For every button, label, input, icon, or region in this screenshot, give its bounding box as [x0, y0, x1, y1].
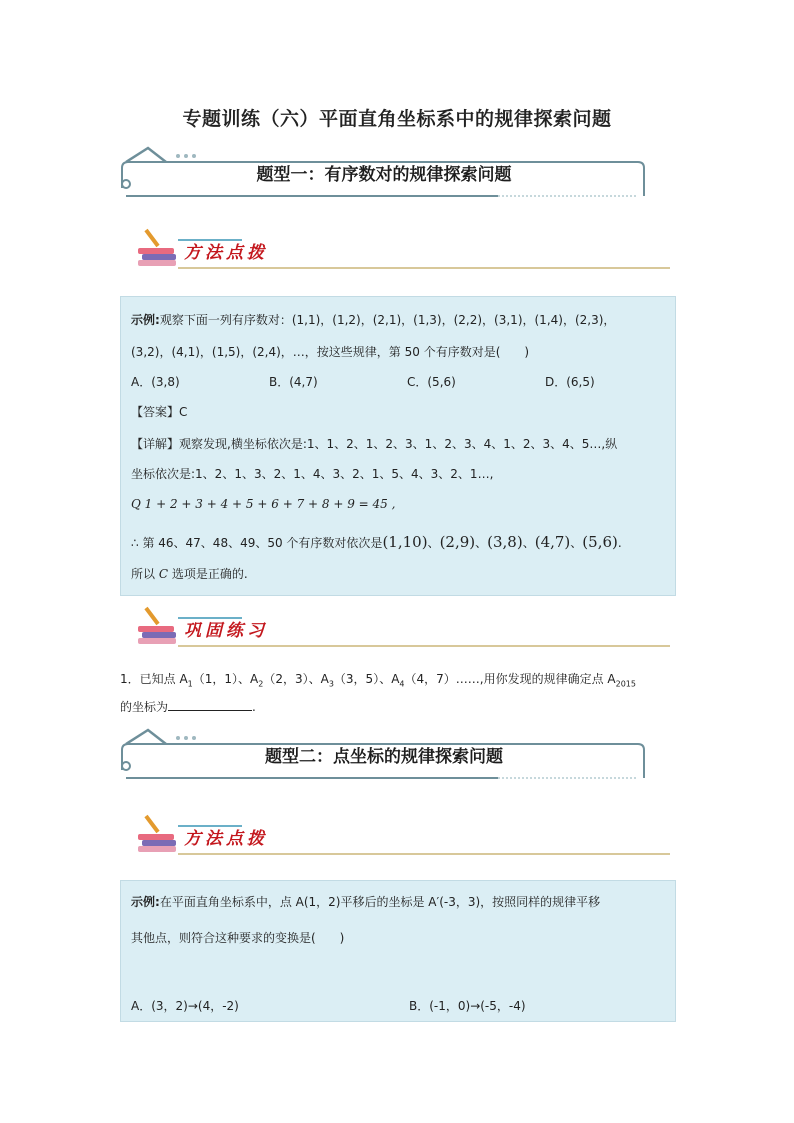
section-header-1 — [118, 146, 650, 204]
example-box-1 — [120, 296, 676, 596]
practice-banner — [132, 604, 670, 648]
option-c: C．(5,6) — [407, 375, 456, 389]
example-1-line-1 — [131, 311, 615, 328]
detail-text-1: 观察发现,横坐标依次是:1、1、2、1、2、3、1、2、3、4、1、2、3、4、5…,纵 — [179, 437, 618, 451]
detail-line-2: 坐标依次是:1、2、1、3、2、1、4、3、2、1、5、4、3、2、1…, — [131, 467, 494, 481]
detail-line-4: ∴ 第 46、47、48、49、50 个有序数对依次是(1,10)、(2,9)、(3,8)、(4,7)、(5,6). — [131, 533, 622, 551]
answer-blank[interactable] — [168, 699, 252, 711]
sub-2: 2 — [258, 679, 264, 689]
sub-4: 4 — [399, 679, 405, 689]
option-a: A．(3,8) — [131, 375, 180, 389]
pair-4: (4,7) — [534, 533, 571, 551]
section-title-2: 题型二：点坐标的规律探索问题 — [265, 747, 503, 767]
option-d: D．(6,5) — [545, 375, 595, 389]
section-title-1: 题型一：有序数对的规律探索问题 — [256, 165, 512, 185]
section-header-2 — [118, 728, 650, 786]
example-text: 观察下面一列有序数对：(1,1)，(1,2)，(2,1)，(1,3)，(2,2)，(3,1)，(1,4)，(2,3)， — [159, 313, 616, 327]
detail-line-1 — [131, 435, 617, 452]
detail-line-3: Q 1 + 2 + 3 + 4 + 5 + 6 + 7 + 8 + 9 = 45 , — [131, 497, 396, 511]
example-2-line-1 — [131, 893, 600, 910]
pair-3: (3,8) — [487, 533, 523, 551]
example-box-2 — [120, 880, 676, 1022]
example-1-line-2: (3,2)，(4,1)，(1,5)，(2,4)，…，按这些规律，第 50 个有序数对是( ) — [131, 345, 530, 359]
q-mid-2: （2，3）、A — [263, 672, 329, 686]
answer-value: C — [179, 405, 188, 419]
pair-2: (2,9) — [439, 533, 476, 551]
method-banner-text-2: 方法点拨 — [184, 829, 268, 849]
sub-3: 3 — [328, 679, 334, 689]
detail-label: 【详解】 — [131, 437, 180, 451]
q-prefix: 1．已知点 A — [120, 672, 188, 686]
pair-1: (1,10) — [382, 533, 428, 551]
q-mid-1: （1，1）、A — [192, 672, 259, 686]
detail-5-c: C — [158, 567, 169, 581]
answer-line — [131, 403, 187, 420]
detail-5-a: 所以 — [131, 567, 159, 581]
answer-label: 【答案】 — [131, 405, 180, 419]
page-title: 专题训练（六）平面直角坐标系中的规律探索问题 — [182, 108, 612, 130]
example-label: 示例: — [131, 313, 160, 327]
q-mid-3: （3，5）、A — [333, 672, 400, 686]
sub-1: 1 — [187, 679, 193, 689]
method-banner-1 — [132, 226, 670, 270]
practice-question-line-1 — [120, 670, 636, 688]
method-banner-2 — [132, 812, 670, 856]
practice-question-line-2: 的坐标为 . — [120, 700, 256, 714]
q-line-2: 的坐标为 — [120, 700, 169, 714]
q-mid-4: （4，7）……,用你发现的规律确定点 A — [404, 672, 616, 686]
example-2-option-a: A．(3，2)→(4，-2) — [131, 999, 239, 1013]
example-2-option-b: B．(-1，0)→(-5，-4) — [409, 999, 526, 1013]
detail-line-5 — [131, 565, 248, 582]
example-2-label: 示例: — [131, 895, 160, 909]
example-2-text: 在平面直角坐标系中，点 A(1，2)平移后的坐标是 A′(-3，3)，按照同样的规律平移 — [159, 895, 601, 909]
option-b: B．(4,7) — [269, 375, 318, 389]
method-banner-text-1: 方法点拨 — [184, 243, 268, 263]
example-2-line-2: 其他点，则符合这种要求的变换是( ) — [131, 931, 345, 945]
sub-2015: 2015 — [615, 679, 636, 689]
pair-5: (5,6) — [582, 533, 618, 551]
detail-5-b: 选项是正确的. — [168, 567, 248, 581]
detail-4-prefix: ∴ 第 46、47、48、49、50 个有序数对依次是 — [131, 536, 383, 550]
practice-banner-text: 巩固练习 — [184, 621, 268, 641]
